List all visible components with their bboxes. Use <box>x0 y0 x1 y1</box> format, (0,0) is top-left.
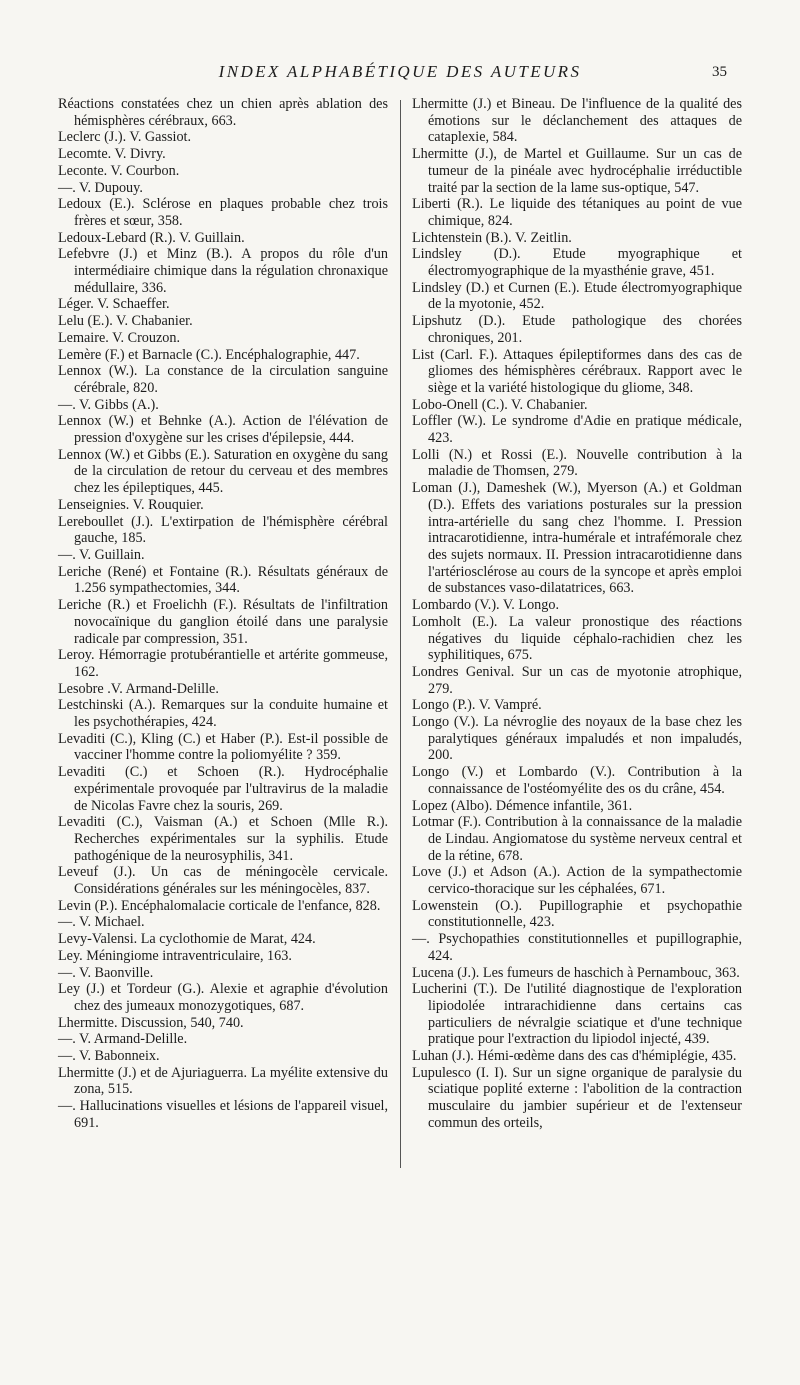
index-entry: Lolli (N.) et Rossi (E.). Nouvelle contribution à la maladie de Thomsen, 279. <box>412 446 742 480</box>
index-entry: Lucena (J.). Les fumeurs de haschich à Pernambouc, 363. <box>412 964 740 981</box>
index-entry: Levaditi (C.), Kling (C.) et Haber (P.). Est-il possible de vacciner l'homme contre la poliomyélite ? 359. <box>58 730 388 764</box>
index-entry: Lindsley (D.). Etude myographique et électromyographique de la myasthénie grave, 451. <box>412 246 742 280</box>
index-entry: Leriche (R.) et Froelichh (F.). Résultats de l'infiltration novocaïnique du ganglion étoilé dans une paralysie radicale par compression, 351. <box>58 597 388 647</box>
index-entry: Léger. V. Schaeffer. <box>58 296 170 313</box>
index-entry: Lipshutz (D.). Etude pathologique des chorées chroniques, 201. <box>412 313 742 346</box>
index-entry: —. Psychopathies constitutionnelles et pupillographie, 424. <box>412 931 742 964</box>
index-entry: Leriche (René) et Fontaine (R.). Résultats généraux de 1.256 sympathectomies, 344. <box>58 563 388 597</box>
index-entry: Lhermitte (J.), de Martel et Guillaume. Sur un cas de tumeur de la pinéale avec hydrocéphalie irréductible traité par la section de la lame sus-optique, 547. <box>412 146 742 196</box>
index-entry: Leclerc (J.). V. Gassiot. <box>58 129 192 146</box>
index-entry: —. V. Michael. <box>58 914 145 931</box>
index-entry: Lichtenstein (B.). V. Zeitlin. <box>412 229 572 246</box>
index-entry: Lindsley (D.) et Curnen (E.). Etude électromyographique de la myotonie, 452. <box>412 279 742 313</box>
index-entry: —. Hallucinations visuelles et lésions de l'appareil visuel, 691. <box>58 1098 388 1131</box>
index-entry: —. V. Baonville. <box>58 964 154 981</box>
index-entry: Lelu (E.). V. Chabanier. <box>58 313 193 330</box>
index-entry: Longo (P.). V. Vampré. <box>412 697 542 714</box>
index-entry: Ledoux-Lebard (R.). V. Guillain. <box>58 229 245 246</box>
index-entry: Lefebvre (J.) et Minz (B.). A propos du rôle d'un intermédiaire chimique dans la régulation chronaxique médullaire, 336. <box>58 246 388 296</box>
index-entry: Loman (J.), Dameshek (W.), Myerson (A.) et Goldman (D.). Effets des variations posturales sur la pression intra-artérielle du sang chez l'homme. I. Pression intracarotidienne, intra-humérale et intrafémorale chez des sujets normaux. II. Pression intracarotidienne dans l'artériosclérose au cours de la syncope et après emploi de substances vaso-dilatatrices, 663. <box>412 480 742 597</box>
right-column <box>412 96 742 1132</box>
index-entry: —. V. Dupouy. <box>58 179 143 196</box>
index-entry: Levaditi (C.), Vaisman (A.) et Schoen (Mlle R.). Recherches expérimentales sur la syphilis. Etude pathogénique de la neurosyphilis, 341. <box>58 814 388 864</box>
index-entry: Lombardo (V.). V. Longo. <box>412 597 559 614</box>
index-entry: Leconte. V. Courbon. <box>58 162 180 179</box>
index-entry: Love (J.) et Adson (A.). Action de la sympathectomie cervico-thoracique sur les céphalées, 671. <box>412 864 742 898</box>
index-entry: Longo (V.) et Lombardo (V.). Contribution à la connaissance de l'ostéomyélite des os du crâne, 454. <box>412 764 742 797</box>
index-entry: Lowenstein (O.). Pupillographie et psychopathie constitutionnelle, 423. <box>412 897 742 931</box>
index-entry: Lhermitte (J.) et Bineau. De l'influence de la qualité des émotions sur le déclanchement des attaques de cataplexie, 584. <box>412 96 742 146</box>
index-entry: Ley. Méningiome intraventriculaire, 163. <box>58 947 292 964</box>
index-entry: Lupulesco (I. I). Sur un signe organique de paralysie du sciatique poplité externe : l'abolition de la contraction musculaire du jambier supérieur et de l'extenseur commun des orteils, <box>412 1064 742 1131</box>
index-entry: Lenseignies. V. Rouquier. <box>58 496 204 513</box>
page-number: 35 <box>712 64 727 80</box>
column-divider <box>400 100 401 1168</box>
index-entry: Londres Genival. Sur un cas de myotonie atrophique, 279. <box>412 663 742 697</box>
index-entry: Réactions constatées chez un chien après ablation des hémisphères cérébraux, 663. <box>58 96 388 129</box>
index-entry: Lhermitte. Discussion, 540, 740. <box>58 1014 244 1031</box>
index-entry: Leveuf (J.). Un cas de méningocèle cervicale. Considérations générales sur les méningocèles, 837. <box>58 864 388 898</box>
index-entry: Leroy. Hémorragie protubérantielle et artérite gommeuse, 162. <box>58 647 388 680</box>
index-entry: Lucherini (T.). De l'utilité diagnostique de l'exploration lipiodolée intrarachidienne dans certains cas particuliers de névralgie sciatique et d'une technique pratique pour l'extraction du lipiodol injecté, 439. <box>412 981 742 1048</box>
index-entry: —. V. Guillain. <box>58 546 145 563</box>
index-entry: Lemère (F.) et Barnacle (C.). Encéphalographie, 447. <box>58 346 360 363</box>
index-entry: Lesobre .V. Armand-Delille. <box>58 680 219 697</box>
index-entry: Levy-Valensi. La cyclothomie de Marat, 424. <box>58 931 316 948</box>
index-entry: Levaditi (C.) et Schoen (R.). Hydrocéphalie expérimentale provoquée par l'ultravirus de la maladie de Nicolas Favre chez la souris, 269. <box>58 764 388 814</box>
index-entry: Lopez (Albo). Démence infantile, 361. <box>412 797 633 814</box>
index-entry: List (Carl. F.). Attaques épileptiformes dans des cas de gliomes des hémisphères cérébraux. Rapport avec le siège et la variété histologique du gliome, 348. <box>412 346 742 396</box>
index-entry: Liberti (R.). Le liquide des tétaniques au point de vue chimique, 824. <box>412 196 742 229</box>
index-entry: Lemaire. V. Crouzon. <box>58 329 181 346</box>
index-entry: Luhan (J.). Hémi-œdème dans des cas d'hémiplégie, 435. <box>412 1048 737 1065</box>
index-entry: Levin (P.). Encéphalomalacie corticale de l'enfance, 828. <box>58 897 381 914</box>
index-entry: Ley (J.) et Tordeur (G.). Alexie et agraphie d'évolution chez des jumeaux monozygotiques, 687. <box>58 981 388 1014</box>
index-entry: —. V. Gibbs (A.). <box>58 396 159 413</box>
index-entry: —. V. Babonneix. <box>58 1048 160 1065</box>
index-entry: Ledoux (E.). Sclérose en plaques probable chez trois frères et sœur, 358. <box>58 196 388 229</box>
index-entry: Lhermitte (J.) et de Ajuriaguerra. La myélite extensive du zona, 515. <box>58 1064 388 1098</box>
index-entry: Lotmar (F.). Contribution à la connaissance de la maladie de Lindau. Angiomatose du système nerveux central et de la rétine, 678. <box>412 814 742 864</box>
index-entry: Lestchinski (A.). Remarques sur la conduite humaine et les psychothérapies, 424. <box>58 697 388 731</box>
index-entry: Lecomte. V. Divry. <box>58 146 166 163</box>
index-entry: Lennox (W.) et Gibbs (E.). Saturation en oxygène du sang de la circulation de retour du cerveau et des membres chez les épileptiques, 445. <box>58 446 388 497</box>
index-entry: —. V. Armand-Delille. <box>58 1031 188 1048</box>
index-entry: Lereboullet (J.). L'extirpation de l'hémisphère cérébral gauche, 185. <box>58 513 388 547</box>
index-entry: Lennox (W.) et Behnke (A.). Action de l'élévation de pression d'oxygène sur les crises d'épilepsie, 444. <box>58 413 388 447</box>
index-entry: Longo (V.). La névroglie des noyaux de la base chez les paralytiques généraux impaludés et non impaludés, 200. <box>412 714 742 764</box>
index-entry: Loffler (W.). Le syndrome d'Adie en pratique médicale, 423. <box>412 413 742 447</box>
left-column <box>58 96 388 1132</box>
index-entry: Lobo-Onell (C.). V. Chabanier. <box>412 396 588 413</box>
index-entry: Lennox (W.). La constance de la circulation sanguine cérébrale, 820. <box>58 363 388 396</box>
index-entry: Lomholt (E.). La valeur pronostique des réactions négatives du liquide céphalo-rachidien chez les syphilitiques, 675. <box>412 613 742 664</box>
running-title: INDEX ALPHABÉTIQUE DES AUTEURS <box>218 62 582 81</box>
